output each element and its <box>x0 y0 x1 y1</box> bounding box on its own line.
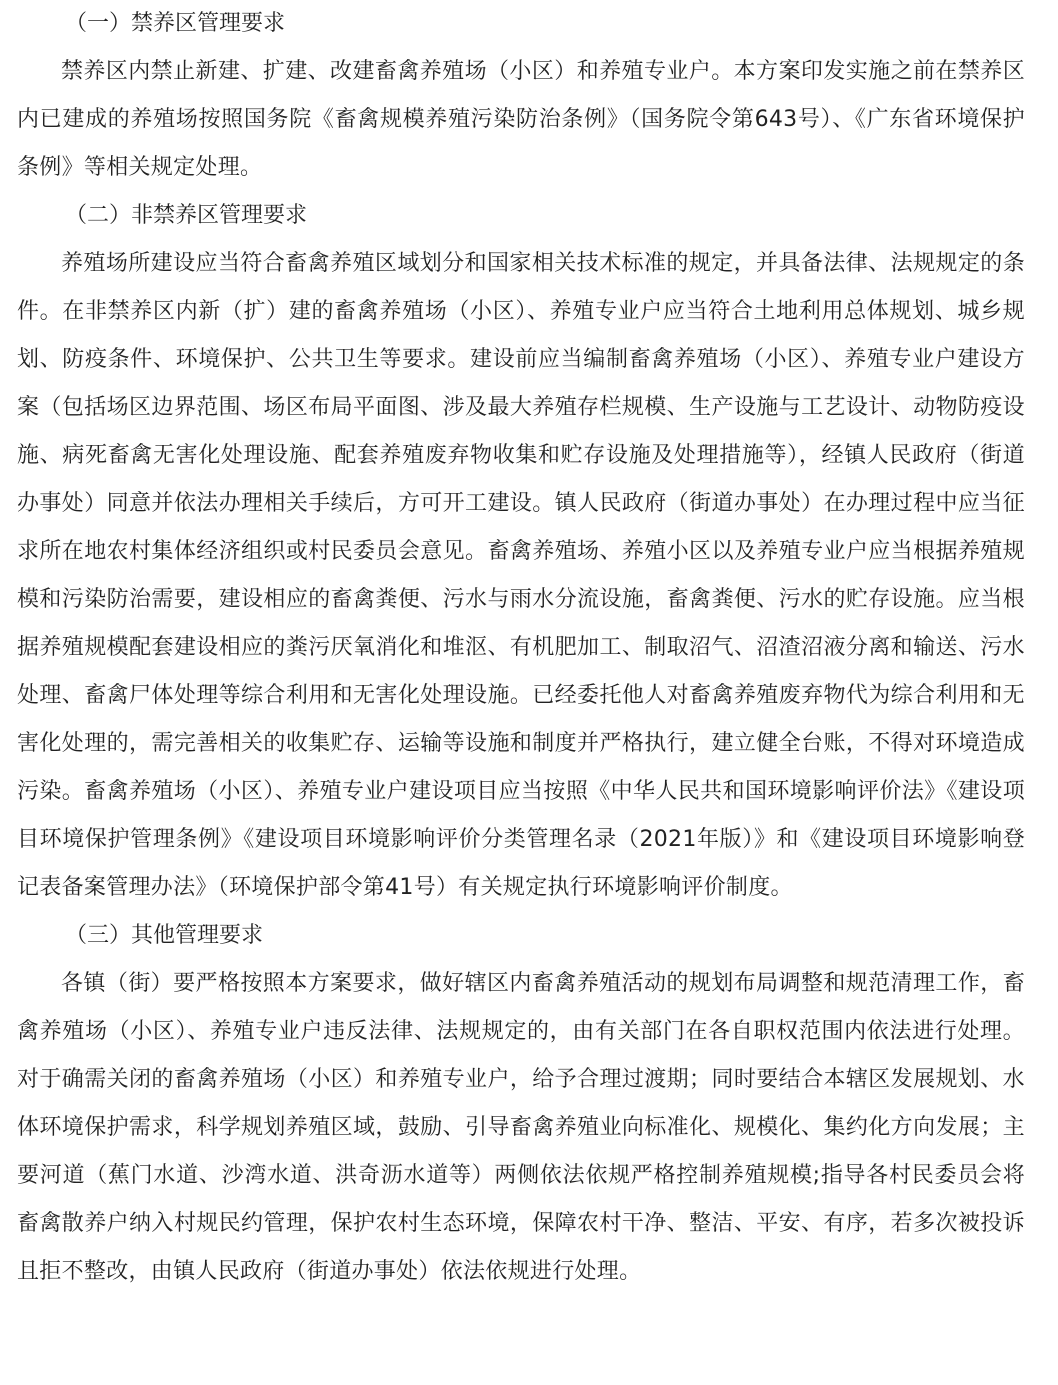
section-heading-2: （二）非禁养区管理要求 <box>65 203 308 228</box>
section-3-paragraph: 各镇（街）要严格按照本方案要求，做好辖区内畜禽养殖活动的规划布局调整和规范清理工作，畜禽养殖场（小区）、养殖专业户违反法律、法规规定的，由有关部门在各自职权范围内依法进行处理。对于确需关闭的畜禽养殖场（小区）和养殖专业户，给予合理过渡期；同时要结合本辖区发展规划、水体环境保护需求，科学规划养殖区域，鼓励、引导畜禽养殖业向标准化、规模化、集约化方向发展；主要河道（蕉门水道、沙湾水道、洪奇沥水道等）两侧依法依规严格控制养殖规模;指导各村民委员会将畜禽散养户纳入村规民约管理，保护农村生态环境，保障农村干净、整洁、平安、有序，若多次被投诉且拒不整改，由镇人民政府（街道办事处）依法依规进行处理。 <box>17 971 1025 1284</box>
document-body <box>17 0 1025 1296</box>
section-heading-1: （一）禁养区管理要求 <box>65 11 286 36</box>
section-2-paragraph: 养殖场所建设应当符合畜禽养殖区域划分和国家相关技术标准的规定，并具备法律、法规规定的条件。在非禁养区内新（扩）建的畜禽养殖场（小区）、养殖专业户应当符合土地利用总体规划、城乡规划、防疫条件、环境保护、公共卫生等要求。建设前应当编制畜禽养殖场（小区）、养殖专业户建设方案（包括场区边界范围、场区布局平面图、涉及最大养殖存栏规模、生产设施与工艺设计、动物防疫设施、病死畜禽无害化处理设施、配套养殖废弃物收集和贮存设施及处理措施等），经镇人民政府（街道办事处）同意并依法办理相关手续后，方可开工建设。镇人民政府（街道办事处）在办理过程中应当征求所在地农村集体经济组织或村民委员会意见。畜禽养殖场、养殖小区以及养殖专业户应当根据养殖规模和污染防治需要，建设相应的畜禽粪便、污水与雨水分流设施，畜禽粪便、污水的贮存设施。应当根据养殖规模配套建设相应的粪污厌氧消化和堆沤、有机肥加工、制取沼气、沼渣沼液分离和输送、污水处理、畜禽尸体处理等综合利用和无害化处理设施。已经委托他人对畜禽养殖废弃物代为综合利用和无害化处理的，需完善相关的收集贮存、运输等设施和制度并严格执行，建立健全台账，不得对环境造成污染。畜禽养殖场（小区）、养殖专业户建设项目应当按照《中华人民共和国环境影响评价法》《建设项目环境保护管理条例》《建设项目环境影响评价分类管理名录（2021年版）》和《建设项目环境影响登记表备案管理办法》（环境保护部令第41号）有关规定执行环境影响评价制度。 <box>17 251 1025 900</box>
section-1-paragraph: 禁养区内禁止新建、扩建、改建畜禽养殖场（小区）和养殖专业户。本方案印发实施之前在禁养区内已建成的养殖场按照国务院《畜禽规模养殖污染防治条例》（国务院令第643号）、《广东省环境保护条例》等相关规定处理。 <box>17 59 1025 180</box>
section-heading-3: （三）其他管理要求 <box>65 923 264 948</box>
